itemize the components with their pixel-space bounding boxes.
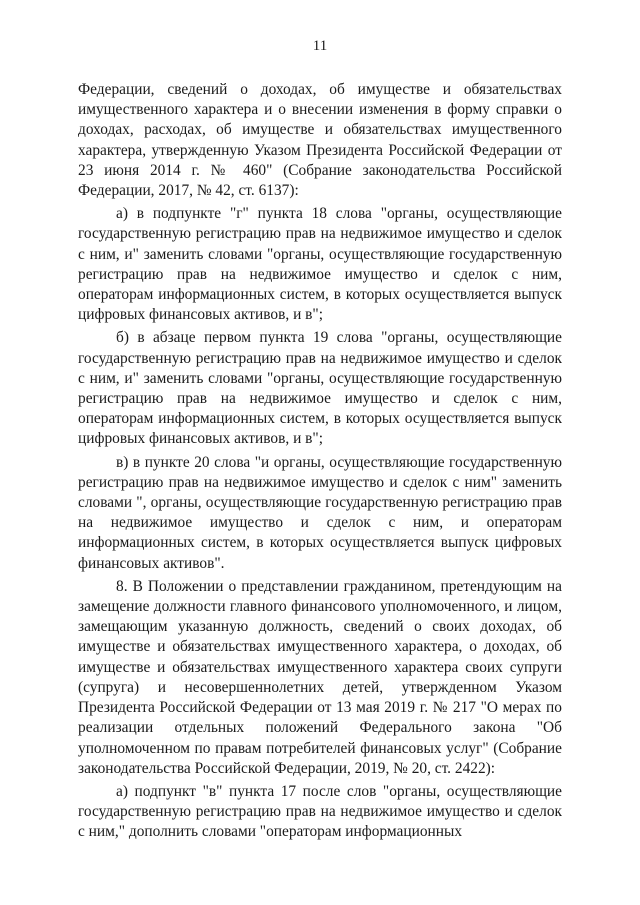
document-body	[78, 80, 562, 843]
paragraph-item-a: а) в подпункте "г" пункта 18 слова "органы, осуществляющие государственную регистрацию прав на недвижимое имущество и сделок с ним, и" заменить словами "органы, осуществляющие государственную регистрацию прав на недвижимое имущество и сделок с ним, операторам информационных систем, в которых осуществляется выпуск цифровых финансовых активов, и в";	[78, 205, 562, 324]
page-number: 11	[312, 38, 328, 54]
paragraph-section-8-item-a: а) подпункт "в" пункта 17 после слов "органы, осуществляющие государственную регистрацию прав на недвижимое имущество и сделок с ним," дополнить словами "операторам информационных	[78, 782, 562, 841]
paragraph-item-b: б) в абзаце первом пункта 19 слова "органы, осуществляющие государственную регистрацию прав на недвижимое имущество и сделок с ним, и" заменить словами "органы, осуществляющие государственную регистрацию прав на недвижимое имущество и сделок с ним, операторам информационных систем, в которых осуществляется выпуск цифровых финансовых активов, и в";	[78, 329, 562, 448]
paragraph-item-v: в) в пункте 20 слова "и органы, осуществляющие государственную регистрацию прав на недвижимое имущество и сделок с ним" заменить словами ", органы, осуществляющие государственную регистрацию прав на недвижимое имущество и сделок с ним, и операторам информационных систем, в которых осуществляется выпуск цифровых финансовых активов".	[78, 453, 562, 572]
paragraph-section-8: 8. В Положении о представлении гражданином, претендующим на замещение должности главного финансового уполномоченного, и лицом, замещающим указанную должность, сведений о своих доходах, об имуществе и обязательствах имущественного характера, о доходах, об имуществе и обязательствах имущественного характера своих супруги (супруга) и несовершеннолетних детей, утвержденном Указом Президента Российской Федерации от 13 мая 2019 г. № 217 "О мерах по реализации отдельных положений Федерального закона "Об уполномоченном по правам потребителей финансовых услуг" (Собрание законодательства Российской Федерации, 2019, № 20, ст. 2422):	[78, 577, 562, 777]
paragraph-continuation: Федерации, сведений о доходах, об имуществе и обязательствах имущественного характера и о внесении изменения в форму справки о доходах, расходах, об имуществе и обязательствах имущественного характера, утвержденную Указом Президента Российской Федерации от 23 июня 2014 г. № 460" (Собрание законодательства Российской Федерации, 2017, № 42, ст. 6137):	[78, 81, 562, 200]
